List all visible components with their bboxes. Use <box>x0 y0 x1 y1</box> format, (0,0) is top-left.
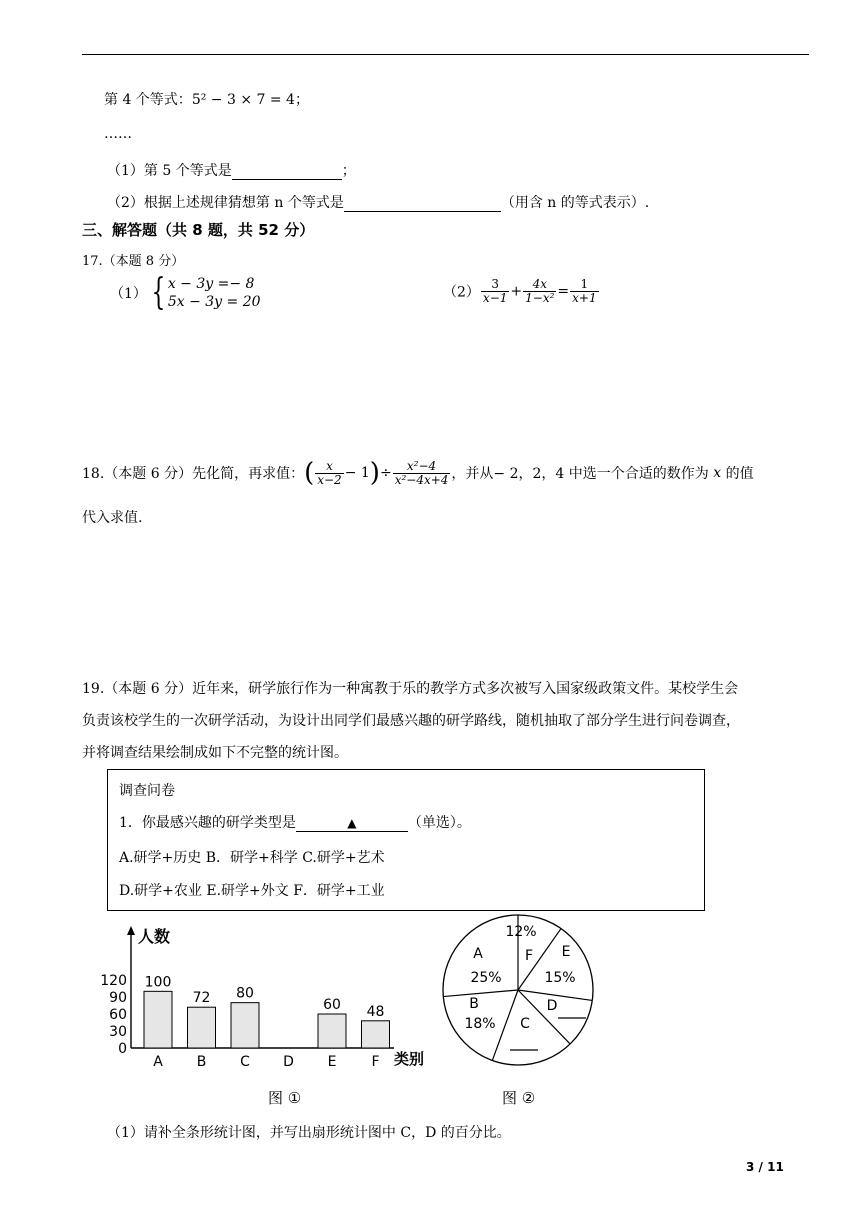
pie-label-E: E <box>561 944 571 960</box>
section-3-title: 三、解答题（共 8 题，共 52 分） <box>82 221 315 239</box>
fraction-3: $\frac{1}{x+1}$ <box>572 277 597 305</box>
y-tick-label: 30 <box>109 1024 127 1040</box>
q19-sub1: （1）请补全条形统计图，并写出扇形统计图中 C，D 的百分比。 <box>107 1125 511 1141</box>
survey-options-1: A.研学+历史 B．研学+科学 C.研学+艺术 <box>119 850 385 866</box>
q17-part1-label: （1） <box>110 286 147 302</box>
bar-value-label-B: 72 <box>192 990 211 1007</box>
header-rule <box>82 54 809 55</box>
q18-fraction-1: $\frac{x}{x-2}$ <box>317 458 342 487</box>
survey-options-2: D.研学+农业 E.研学+外文 F．研学+工业 <box>119 883 385 899</box>
pie-percent-B: 18% <box>464 1016 496 1032</box>
figure-2-caption: 图 ② <box>502 1089 536 1107</box>
equation-4-line <box>104 89 309 109</box>
x-category-label-A: A <box>153 1054 163 1070</box>
system-brace: { <box>151 272 166 313</box>
y-axis-label: 人数 <box>138 927 171 946</box>
pie-label-F: F <box>524 948 534 964</box>
x-category-label-F: F <box>371 1054 380 1070</box>
bar-value-label-C: 80 <box>236 985 254 1002</box>
q17-part1 <box>110 272 261 313</box>
bar-C <box>231 1003 259 1048</box>
q16-part2-end: （用含 n 的等式表示）. <box>500 195 650 211</box>
bar-value-label-F: 48 <box>366 1003 385 1020</box>
survey-question: 1．你最感兴趣的研学类型是 ▲ （单选）。 <box>119 815 471 831</box>
q16-part1-text: （1）第 5 个等式是 <box>107 163 232 179</box>
equation-a: x − 3y =− 8 <box>167 276 255 292</box>
bars <box>144 974 390 1070</box>
survey-box <box>107 769 705 911</box>
q17-part2: （2） $\frac{3}{x-1}$ + $\frac{4x}{\text{1−x²}}$ = $\frac{1}{x+1}$ <box>443 277 597 305</box>
q16-part1-end: ； <box>341 163 356 179</box>
q17-part2-label: （2） <box>443 284 480 301</box>
q19-line2: 负责该校学生的一次研学活动，为设计出同学们最感兴趣的研学路线，随机抽取了部分学生进行问卷调查， <box>82 713 740 729</box>
pie-label-C: C <box>520 1016 530 1032</box>
q17-header: 17.（本题 8 分） <box>82 254 185 269</box>
q18-fraction-2: $\frac{\text{x²−4}}{\text{x²−4x+4}}$ <box>394 458 449 487</box>
page-number: 3 / 11 <box>746 1160 784 1174</box>
q16-part1-blank[interactable] <box>232 165 342 180</box>
pie-label-B: B <box>469 996 479 1012</box>
q16-part1 <box>107 160 356 180</box>
q16-part2-blank[interactable] <box>344 197 501 212</box>
bar-F <box>362 1021 390 1048</box>
pie-label-D: D <box>546 998 558 1014</box>
equation-4-formula: 5² − 3 × 7 = 4； <box>191 92 309 108</box>
y-tick-label: 120 <box>100 973 127 989</box>
x-category-label-E: E <box>327 1054 337 1070</box>
x-category-label-D: D <box>283 1054 294 1070</box>
pie-percent-E: 15% <box>544 970 576 986</box>
equation-b: 5x − 3y = 20 <box>167 294 261 310</box>
triangle-marker-icon: ▲ <box>347 816 357 830</box>
q18-line2: 代入求值. <box>82 510 143 526</box>
y-tick-label: 90 <box>109 990 127 1006</box>
pie-chart <box>438 910 608 1080</box>
y-axis-arrow-icon <box>127 926 135 935</box>
fraction-2: $\frac{4x}{\text{1−x²}}$ <box>525 277 555 305</box>
ellipsis: …… <box>104 126 132 142</box>
y-ticks <box>100 973 127 1057</box>
equation-system <box>168 275 261 311</box>
x-category-label-C: C <box>240 1054 250 1070</box>
pie-percent-F: 12% <box>505 924 537 940</box>
bar-chart <box>96 920 440 1080</box>
bar-A <box>144 991 172 1048</box>
q16-part2-text: （2）根据上述规律猜想第 n 个等式是 <box>107 195 344 211</box>
bar-value-label-E: 60 <box>323 997 341 1013</box>
survey-title: 调查问卷 <box>119 783 175 799</box>
y-tick-label: 60 <box>109 1007 127 1023</box>
y-tick-label: 0 <box>118 1041 127 1057</box>
fraction-1: $\frac{3}{x-1}$ <box>482 277 508 305</box>
q16-part2 <box>107 192 649 212</box>
q18-header: 18.（本题 6 分）先化简，再求值： <box>82 466 305 482</box>
bar-E <box>318 1014 346 1048</box>
bar-value-label-A: 100 <box>144 974 172 991</box>
answer-blank[interactable] <box>296 816 408 832</box>
q18-line1: 18.（本题 6 分）先化简，再求值：( $\frac{x}{x-2}$ − 1)÷ $\frac{\text{x²−4}}{\text{x²−4x+4}}$ ，并从− 2，2，4 中选一个合适的数作为 x 的值 <box>82 458 754 488</box>
equation-4-prefix: 第 4 个等式： <box>104 92 192 108</box>
q19-line3: 并将调查结果绘制成如下不完整的统计图。 <box>82 745 348 761</box>
x-category-label-B: B <box>196 1054 207 1070</box>
bar-B <box>188 1007 216 1048</box>
x-axis-label: 类别 <box>394 1050 425 1068</box>
q19-line1: 19.（本题 6 分）近年来，研学旅行作为一种寓教于乐的教学方式多次被写入国家级政策文件。某校学生会 <box>82 681 739 697</box>
pie-label-A: A <box>473 946 483 962</box>
figure-1-caption: 图 ① <box>268 1089 302 1107</box>
pie-percent-A: 25% <box>470 970 502 986</box>
